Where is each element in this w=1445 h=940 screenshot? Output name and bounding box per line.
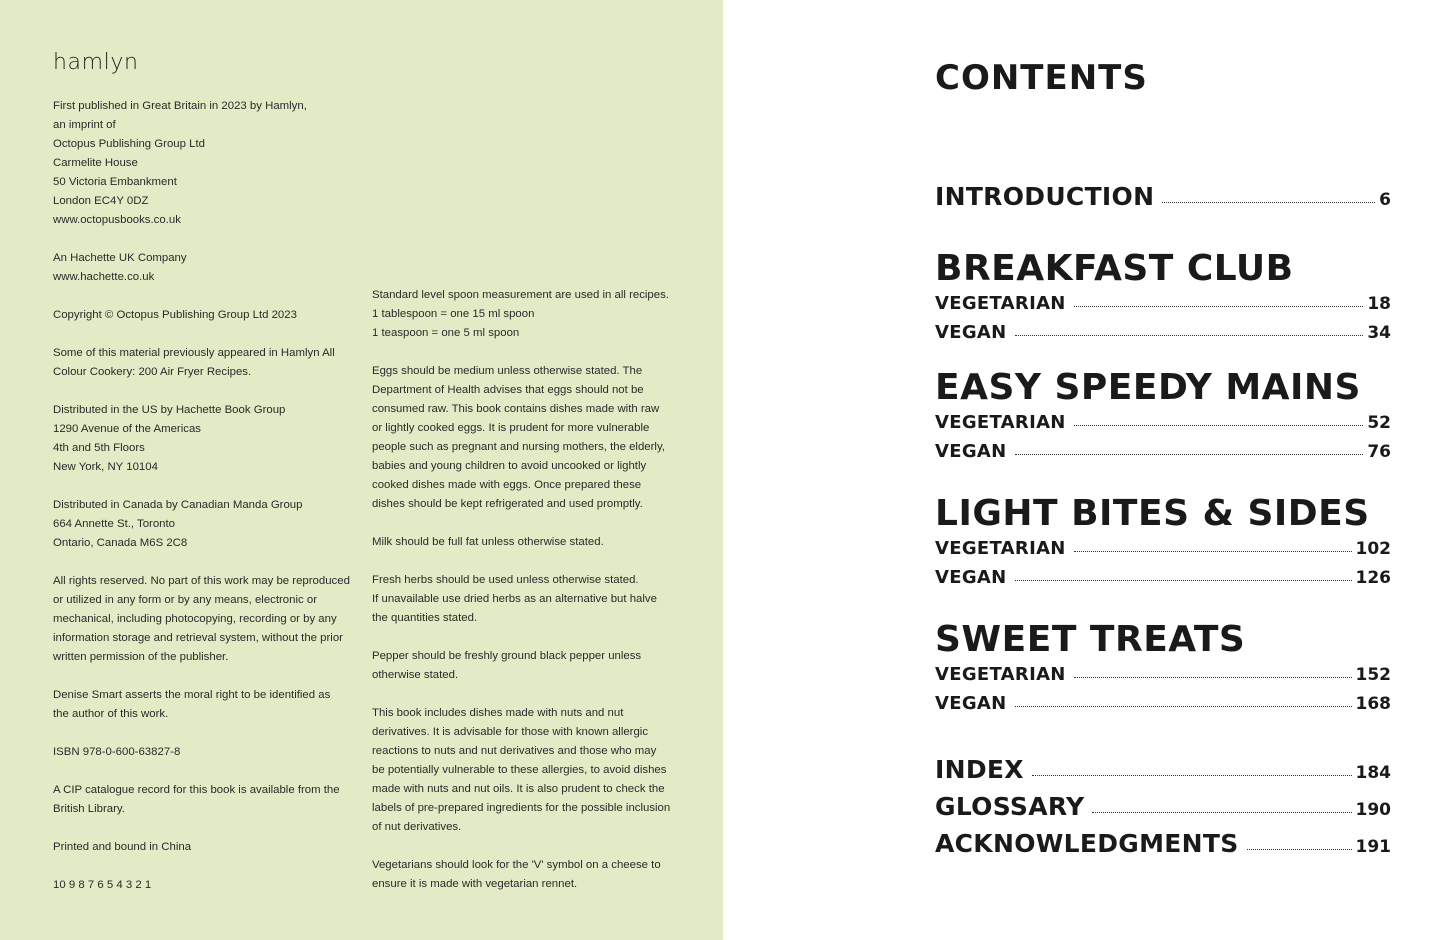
imprint-line: Colour Cookery: 200 Air Fryer Recipes. [53, 366, 252, 378]
imprint-paragraph [53, 306, 358, 325]
imprint-line: British Library. [53, 803, 125, 815]
imprint-line: information storage and retrieval system, without the prior [53, 632, 343, 644]
toc-label: INTRODUCTION [935, 182, 1155, 211]
toc-page-number: 126 [1355, 568, 1391, 588]
toc-label: VEGAN [935, 567, 1007, 588]
imprint-paragraph [372, 533, 682, 552]
imprint-line: of nut derivatives. [372, 821, 462, 833]
imprint-line: people such as pregnant and nursing mothers, the elderly, [372, 441, 665, 453]
toc-entry-index[interactable] [935, 755, 1391, 784]
imprint-line: Vegetarians should look for the 'V' symbol on a cheese to [372, 859, 661, 871]
dot-leader [1074, 551, 1352, 552]
imprint-line: Copyright © Octopus Publishing Group Ltd 2023 [53, 309, 297, 321]
imprint-line: Distributed in Canada by Canadian Manda Group [53, 499, 303, 511]
toc-label: ACKNOWLEDGMENTS [935, 829, 1239, 858]
toc-entry-light-bites-vegan[interactable] [935, 567, 1391, 588]
imprint-line: London EC4Y 0DZ [53, 195, 149, 207]
imprint-line: Pepper should be freshly ground black pepper unless [372, 650, 642, 662]
imprint-line: 10 9 8 7 6 5 4 3 2 1 [53, 879, 152, 891]
imprint-line: A CIP catalogue record for this book is available from the [53, 784, 340, 796]
toc-entry-breakfast-vegetarian[interactable] [935, 293, 1391, 314]
toc-entry-mains-vegan[interactable] [935, 441, 1391, 462]
toc-entry-breakfast-vegan[interactable] [935, 322, 1391, 343]
imprint-line: www.hachette.co.uk [53, 271, 155, 283]
imprint-line: otherwise stated. [372, 669, 459, 681]
imprint-line: ensure it is made with vegetarian rennet. [372, 878, 578, 890]
toc-entry-sweet-vegan[interactable] [935, 693, 1391, 714]
imprint-paragraph [372, 647, 682, 685]
imprint-paragraph [53, 401, 358, 477]
imprint-line: An Hachette UK Company [53, 252, 187, 264]
dot-leader [1015, 580, 1352, 581]
imprint-line: or lightly cooked eggs. It is prudent for more vulnerable [372, 422, 650, 434]
dot-leader [1074, 425, 1364, 426]
dot-leader [1162, 202, 1375, 203]
toc-label: VEGAN [935, 441, 1007, 462]
imprint-line: cooked dishes made with eggs. Once prepared these [372, 479, 642, 491]
imprint-line: dishes should be kept refrigerated and used promptly. [372, 498, 643, 510]
toc-page-number: 152 [1355, 665, 1391, 685]
imprint-line: consumed raw. This book contains dishes made with raw [372, 403, 660, 415]
toc-label: VEGAN [935, 322, 1007, 343]
section-heading-light-bites-sides: LIGHT BITES & SIDES [935, 493, 1370, 534]
dot-leader [1015, 706, 1352, 707]
toc-page-number: 6 [1379, 190, 1391, 210]
toc-entry-introduction[interactable] [935, 182, 1391, 211]
imprint-line: Standard level spoon measurement are used in all recipes. [372, 289, 669, 301]
toc-page-number: 52 [1367, 413, 1391, 433]
imprint-line: labels of pre-prepared ingredients for the possible inclusion [372, 802, 671, 814]
toc-label: VEGETARIAN [935, 293, 1066, 314]
imprint-line: Carmelite House [53, 157, 138, 169]
imprint-line: Milk should be full fat unless otherwise stated. [372, 536, 604, 548]
imprint-line: 1 teaspoon = one 5 ml spoon [372, 327, 520, 339]
toc-page-number: 184 [1355, 763, 1391, 783]
toc-entry-acknowledgments[interactable] [935, 829, 1391, 858]
toc-page-number: 191 [1355, 837, 1391, 857]
imprint-column-2 [372, 286, 682, 913]
toc-page-number: 18 [1367, 294, 1391, 314]
toc-label: GLOSSARY [935, 792, 1085, 821]
imprint-line: made with nuts and nut oils. It is also prudent to check the [372, 783, 665, 795]
toc-entry-light-bites-vegetarian[interactable] [935, 538, 1391, 559]
imprint-line: reactions to nuts and nut derivatives and those who may [372, 745, 657, 757]
dot-leader [1092, 812, 1351, 813]
toc-page-number: 168 [1355, 694, 1391, 714]
toc-label: VEGAN [935, 693, 1007, 714]
imprint-line: New York, NY 10104 [53, 461, 158, 473]
imprint-line: This book includes dishes made with nuts and nut [372, 707, 624, 719]
imprint-paragraph [53, 743, 358, 762]
imprint-paragraph [372, 856, 682, 894]
toc-page-number: 190 [1355, 800, 1391, 820]
dot-leader [1015, 454, 1364, 455]
imprint-line: www.octopusbooks.co.uk [53, 214, 181, 226]
imprint-line: ISBN 978-0-600-63827-8 [53, 746, 181, 758]
imprint-paragraph [53, 781, 358, 819]
imprint-paragraph [53, 249, 358, 287]
imprint-paragraph [372, 704, 682, 837]
toc-label: VEGETARIAN [935, 664, 1066, 685]
imprint-line: written permission of the publisher. [53, 651, 229, 663]
imprint-paragraph [372, 571, 682, 628]
imprint-line: or utilized in any form or by any means, electronic or [53, 594, 317, 606]
imprint-paragraph [53, 686, 358, 724]
imprint-line: Octopus Publishing Group Ltd [53, 138, 205, 150]
imprint-line: 1 tablespoon = one 15 ml spoon [372, 308, 535, 320]
imprint-line: 50 Victoria Embankment [53, 176, 177, 188]
imprint-column-1 [53, 97, 358, 914]
dot-leader [1032, 775, 1352, 776]
imprint-line: Distributed in the US by Hachette Book Group [53, 404, 286, 416]
dot-leader [1247, 849, 1352, 850]
toc-page-number: 34 [1367, 323, 1391, 343]
toc-label: VEGETARIAN [935, 538, 1066, 559]
imprint-paragraph [372, 362, 682, 514]
toc-page-number: 102 [1355, 539, 1391, 559]
toc-page-number: 76 [1367, 442, 1391, 462]
imprint-line: the author of this work. [53, 708, 169, 720]
dot-leader [1074, 306, 1364, 307]
imprint-line: Some of this material previously appeared in Hamlyn All [53, 347, 335, 359]
imprint-line: Denise Smart asserts the moral right to be identified as [53, 689, 331, 701]
imprint-line: derivatives. It is advisable for those with known allergic [372, 726, 649, 738]
dot-leader [1074, 677, 1352, 678]
imprint-paragraph [53, 876, 358, 895]
imprint-line: the quantities stated. [372, 612, 478, 624]
imprint-line: Ontario, Canada M6S 2C8 [53, 537, 188, 549]
section-heading-sweet-treats: SWEET TREATS [935, 619, 1246, 660]
imprint-line: babies and young children to avoid uncooked or lightly [372, 460, 647, 472]
contents-title: CONTENTS [935, 58, 1148, 98]
imprint-line: All rights reserved. No part of this work may be reproduced [53, 575, 350, 587]
toc-entry-sweet-vegetarian[interactable] [935, 664, 1391, 685]
section-heading-easy-speedy-mains: EASY SPEEDY MAINS [935, 367, 1361, 408]
imprint-paragraph [53, 344, 358, 382]
toc-entry-glossary[interactable] [935, 792, 1391, 821]
imprint-line: 664 Annette St., Toronto [53, 518, 176, 530]
imprint-paragraph [53, 97, 358, 230]
imprint-line: If unavailable use dried herbs as an alternative but halve [372, 593, 657, 605]
imprint-line: First published in Great Britain in 2023 by Hamlyn, [53, 100, 307, 112]
imprint-paragraph [53, 838, 358, 857]
dot-leader [1015, 335, 1364, 336]
imprint-line: Fresh herbs should be used unless otherwise stated. [372, 574, 639, 586]
imprint-line: an imprint of [53, 119, 116, 131]
toc-label: INDEX [935, 755, 1024, 784]
imprint-line: mechanical, including photocopying, recording or by any [53, 613, 337, 625]
imprint-line: be potentially vulnerable to these allergies, to avoid dishes [372, 764, 667, 776]
imprint-paragraph [53, 496, 358, 553]
imprint-line: Printed and bound in China [53, 841, 192, 853]
imprint-line: 4th and 5th Floors [53, 442, 145, 454]
imprint-line: 1290 Avenue of the Americas [53, 423, 201, 435]
section-heading-breakfast-club: BREAKFAST CLUB [935, 248, 1294, 289]
imprint-line: Department of Health advises that eggs should not be [372, 384, 644, 396]
toc-label: VEGETARIAN [935, 412, 1066, 433]
toc-entry-mains-vegetarian[interactable] [935, 412, 1391, 433]
imprint-paragraph [372, 286, 682, 343]
publisher-logo: hamlyn [53, 50, 139, 75]
imprint-line: Eggs should be medium unless otherwise stated. The [372, 365, 643, 377]
imprint-paragraph [53, 572, 358, 667]
